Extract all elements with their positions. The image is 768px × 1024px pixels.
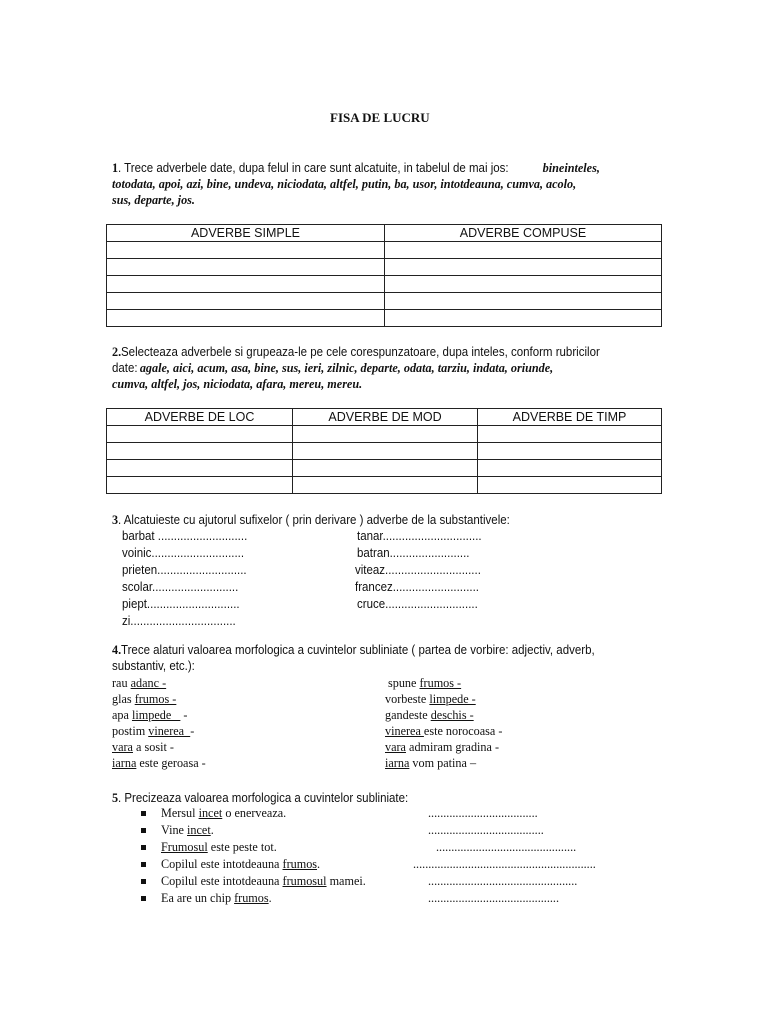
page-title: FISA DE LUCRU (330, 110, 430, 125)
answer-dots[interactable]: ................................................. (428, 874, 578, 888)
ex3-left-column (122, 528, 258, 629)
list-item: tanar............................... (357, 529, 482, 543)
ex4-left-column (112, 675, 206, 771)
ex2-instruction: Selecteaza adverbele si grupeaza-le pe cele corespunzatoare, dupa inteles, conform rubricilor (121, 345, 600, 359)
table-cell[interactable] (107, 460, 293, 477)
list-item: vara admiram gradina - (385, 740, 500, 754)
list-item: Frumosul este peste tot. (161, 840, 277, 854)
list-item: Copilul este intotdeauna frumos. (161, 857, 321, 871)
list-item: zi................................. (122, 614, 236, 628)
list-item: apa limpede - (112, 708, 188, 722)
table-cell[interactable] (293, 443, 478, 460)
table-cell[interactable] (107, 242, 385, 259)
list-item: voinic............................. (122, 546, 245, 560)
list-item: spune frumos - (388, 676, 462, 690)
ex4-right-column (385, 675, 502, 771)
ex1-words-line2: totodata, apoi, azi, bine, undeva, niciodata, altfel, putin, ba, usor, intotdeauna, cumva, acolo, (112, 177, 577, 191)
ex1-words-line1: bineinteles, (542, 161, 600, 175)
ex1-table (106, 224, 662, 327)
ex4-intro (112, 642, 636, 658)
table-row (107, 242, 662, 259)
list-item: glas frumos - (112, 692, 177, 706)
table-cell[interactable] (385, 259, 662, 276)
list-item: cruce............................. (357, 597, 478, 611)
table-cell[interactable] (107, 276, 385, 293)
table-row (107, 276, 662, 293)
ex1-words-line3: sus, departe, jos. (112, 193, 195, 207)
table-cell[interactable] (385, 293, 662, 310)
list-item: vara a sosit - (112, 740, 174, 754)
table-row (107, 293, 662, 310)
table-row (107, 426, 662, 443)
answer-dots[interactable]: ............................................................ (413, 857, 596, 871)
table-row (107, 310, 662, 327)
ex1-instruction: . Trece adverbele date, dupa felul in care sunt alcatuite, in tabelul de mai jos: (118, 161, 509, 175)
table-cell[interactable] (107, 426, 293, 443)
table-cell[interactable] (107, 443, 293, 460)
table-cell[interactable] (293, 477, 478, 494)
answer-dots[interactable]: .................................... (428, 806, 538, 820)
list-item: Ea are un chip frumos. (161, 891, 272, 905)
answer-dots[interactable]: ........................................... (428, 891, 560, 905)
list-item: iarna vom patina – (385, 756, 477, 770)
table-cell[interactable] (385, 276, 662, 293)
ex2-words-line3: cumva, altfel, jos, niciodata, afara, mereu, mereu. (112, 377, 363, 391)
ex5-number: 5 (112, 791, 119, 805)
list-item: Mersul incet o enerveaza. (161, 806, 287, 820)
ex2-words-row1 (112, 360, 553, 376)
list-item: gandeste deschis - (385, 708, 474, 722)
answer-dots[interactable]: ...................................... (428, 823, 544, 837)
ex1-number: 1 (112, 161, 119, 175)
table-row (107, 443, 662, 460)
ex2-table (106, 408, 662, 494)
ex4-number: 4. (112, 643, 122, 657)
table-cell[interactable] (293, 426, 478, 443)
list-item: Vine incet. (161, 823, 214, 837)
ex2-header-timp: ADVERBE DE TIMP (478, 409, 662, 426)
ex2-header-mod: ADVERBE DE MOD (293, 409, 478, 426)
table-cell[interactable] (478, 477, 662, 494)
ex2-intro (112, 344, 642, 360)
list-item: vorbeste limpede - (385, 692, 476, 706)
ex5-intro (112, 790, 434, 806)
list-item: postim vinerea - (112, 724, 195, 738)
table-cell[interactable] (385, 310, 662, 327)
table-row (107, 460, 662, 477)
list-item: Copilul este intotdeauna frumosul mamei. (161, 874, 366, 888)
table-cell[interactable] (107, 310, 385, 327)
bullet-icon (141, 845, 146, 850)
bullet-icon (141, 828, 146, 833)
ex1-header-compound: ADVERBE COMPUSE (385, 225, 662, 242)
ex1-intro (112, 160, 600, 176)
bullet-icon (141, 896, 146, 901)
list-item: viteaz.............................. (355, 563, 481, 577)
list-item: scolar........................... (122, 580, 239, 594)
ex3-instruction: . Alcatuieste cu ajutorul sufixelor ( prin derivare ) adverbe de la substantivele: (118, 513, 510, 527)
table-cell[interactable] (478, 460, 662, 477)
bullet-icon (141, 811, 146, 816)
ex2-words-line2: agale, aici, acum, asa, bine, sus, ieri, zilnic, departe, odata, tarziu, indata, oriunde, (139, 361, 554, 375)
table-cell[interactable] (107, 259, 385, 276)
ex2-date-label: date: (112, 361, 138, 375)
table-cell[interactable] (293, 460, 478, 477)
table-cell[interactable] (478, 426, 662, 443)
list-item: prieten............................ (122, 563, 247, 577)
table-cell[interactable] (385, 242, 662, 259)
table-cell[interactable] (478, 443, 662, 460)
ex5-instruction: . Precizeaza valoarea morfologica a cuvintelor subliniate: (118, 791, 409, 805)
bullet-icon (141, 879, 146, 884)
ex4-instruction: Trece alaturi valoarea morfologica a cuvintelor subliniate ( partea de vorbire: adjectiv, adverb, (121, 643, 595, 657)
ex3-intro (112, 512, 544, 528)
ex3-right-column (355, 528, 492, 612)
list-item: piept............................. (122, 597, 240, 611)
bullet-icon (141, 862, 146, 867)
table-cell[interactable] (107, 477, 293, 494)
ex2-header-loc: ADVERBE DE LOC (107, 409, 293, 426)
table-row (107, 259, 662, 276)
ex1-header-simple: ADVERBE SIMPLE (107, 225, 385, 242)
list-item: vinerea este norocoasa - (385, 724, 503, 738)
table-row (107, 477, 662, 494)
list-item: francez........................... (355, 580, 479, 594)
table-cell[interactable] (107, 293, 385, 310)
ex2-number: 2. (112, 345, 122, 359)
ex4-intro-line2: substantiv, etc.): (112, 659, 195, 673)
list-item: rau adanc - (112, 676, 167, 690)
answer-dots[interactable]: .............................................. (436, 840, 577, 854)
list-item: iarna este geroasa - (112, 756, 206, 770)
ex3-number: 3 (112, 513, 119, 527)
list-item: barbat ............................ (122, 529, 248, 543)
list-item: batran......................... (357, 546, 470, 560)
